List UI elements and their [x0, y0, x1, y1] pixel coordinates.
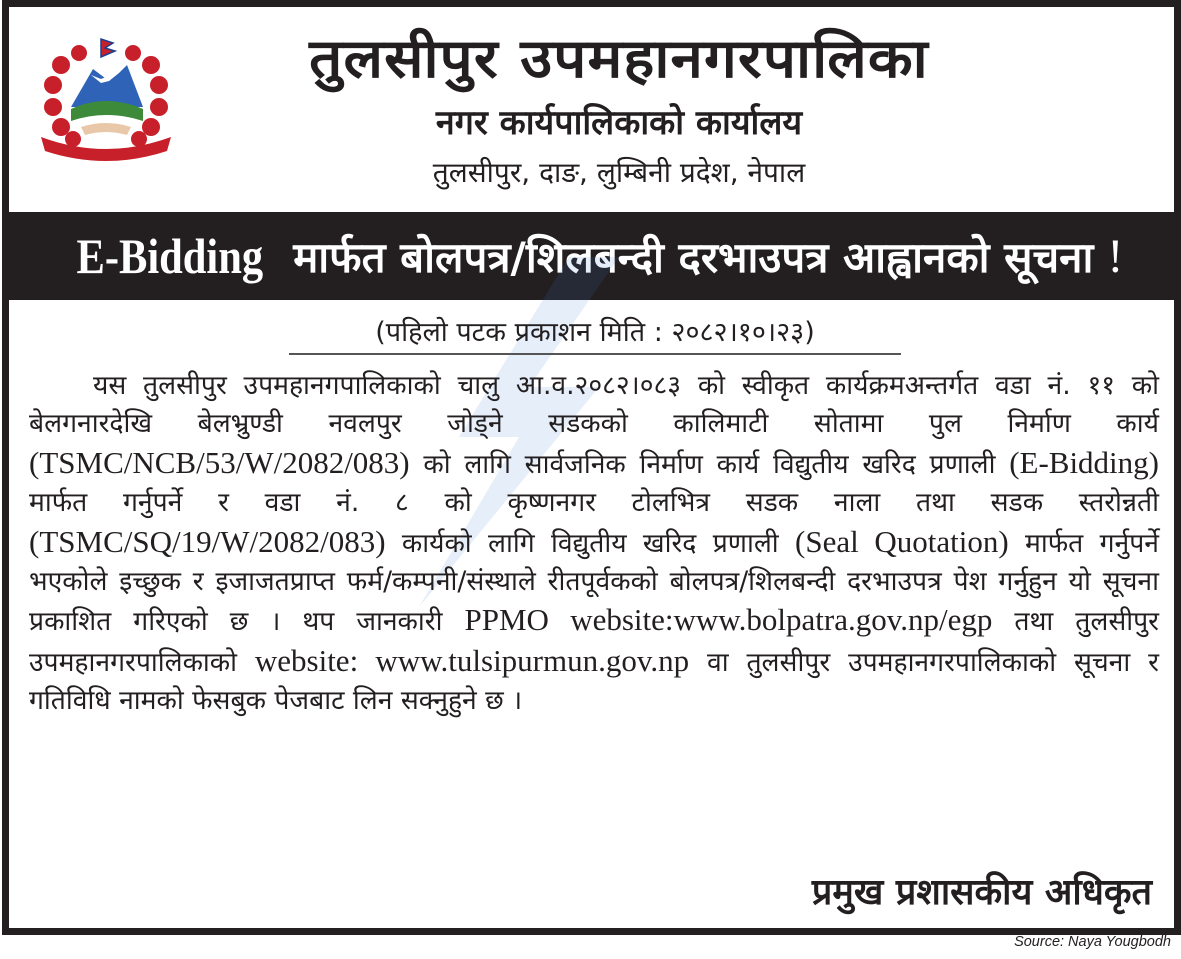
body-text: मार्फत गर्नुपर्ने र वडा नं. ८ को कृष्णनगर टोलभित्र सडक नाला तथा सडक स्तरोन्नती: [29, 487, 1159, 519]
municipality-website: website: www.tulsipurmun.gov.np: [254, 642, 690, 678]
body-text: मार्फत गर्नुपर्ने भएकोले इच्छुक र इजाजतप्राप्त फर्म/कम्पनी/संस्थाले रीतपूर्वकको बोलपत्र/शिलबन्दी दरभाउपत्र पेश गर्नुहुन यो सूचना प्रकाशित गरिएको छ । थप जानकारी: [29, 527, 1159, 638]
ppmo-website: PPMO website:www.bolpatra.gov.np/egp: [464, 602, 993, 638]
title-nepali-part: मार्फत बोलपत्र/शिलबन्दी दरभाउपत्र आह्वानको सूचना: [293, 232, 1094, 282]
municipality-name: तुलसीपुर उपमहानगरपालिका: [309, 27, 929, 90]
contract-ref-1: (TSMC/NCB/53/W/2082/083): [29, 444, 410, 480]
procurement-method-2: (Seal Quotation): [795, 523, 1009, 559]
title-exclamation: !: [1107, 229, 1124, 283]
body-text: को लागि सार्वजनिक निर्माण कार्य विद्युतीय खरिद प्रणाली: [409, 448, 1010, 480]
body-text: वा तुलसीपुर उपमहानगरपालिकाको सूचना र गतिविधि नामको फेसबुक पेजबाट लिन सक्नुहुने छ ।: [29, 646, 1159, 717]
notice-body: [29, 367, 1159, 721]
office-address: तुलसीपुर, दाङ, लुम्बिनी प्रदेश, नेपाल: [432, 156, 806, 189]
notice-frame: [2, 0, 1181, 935]
procurement-method-1: (E-Bidding): [1009, 444, 1159, 480]
body-text: यस तुलसीपुर उपमहानगपालिकाको चालु आ.व.२०८२।०८३ को स्वीकृत कार्यक्रमअन्तर्गत वडा नं. ११ को बेलगनारदेखि बेलभ्रुण्डी नवलपुर जोड्ने सडकको कालिमाटी सोतामा पुल निर्माण कार्य: [29, 370, 1159, 440]
title-english-part: E-Bidding: [76, 228, 263, 284]
masthead: [179, 17, 1059, 197]
body-text: तथा तुलसीपुर उपमहानगरपालिकाको: [29, 606, 1159, 678]
source-credit: Source: Naya Yougbodh: [1014, 934, 1171, 950]
body-text: कार्यको लागि विद्युतीय खरिद प्रणाली: [385, 527, 795, 559]
signatory-title: प्रमुख प्रशासकीय अधिकृत: [811, 872, 1152, 913]
office-name: नगर कार्यपालिकाको कार्यालय: [435, 103, 803, 143]
notice-paragraph: [29, 367, 1159, 721]
contract-ref-2: (TSMC/SQ/19/W/2082/083): [29, 523, 386, 559]
publication-date: (पहिलो पटक प्रकाशन मिति : २०८२।१०।२३): [289, 313, 901, 355]
notice-title-band: [9, 212, 1174, 300]
